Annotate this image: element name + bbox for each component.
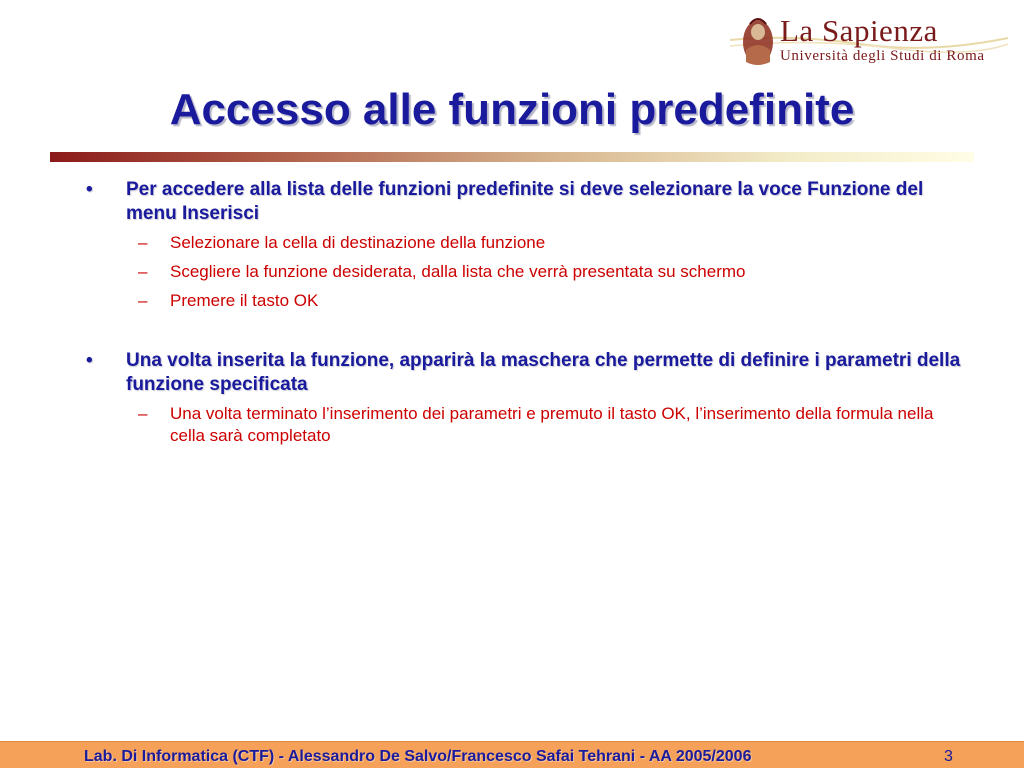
dash-icon: – — [138, 262, 148, 281]
sub-list — [86, 403, 966, 447]
dash-icon: – — [138, 404, 148, 423]
sub-item — [86, 403, 966, 447]
sub-item-text: Una volta terminato l’inserimento dei parametri e premuto il tasto OK, l’inserimento della formula nella cella sarà completato — [170, 404, 934, 445]
dash-icon: – — [138, 291, 148, 310]
bullet-dot-icon: • — [86, 179, 93, 200]
university-logo — [730, 10, 1010, 74]
slide-content — [86, 178, 966, 454]
sub-list — [86, 232, 966, 312]
sub-item-text: Premere il tasto OK — [170, 291, 319, 310]
bullet-item — [86, 349, 966, 397]
spacer — [86, 319, 966, 349]
sub-item-text: Selezionare la cella di destinazione della funzione — [170, 233, 546, 252]
slide-title: Accesso alle funzioni predefinite — [169, 85, 855, 134]
footer-bar — [0, 741, 1024, 768]
sub-item — [86, 232, 966, 254]
title-divider — [50, 152, 974, 162]
logo-title: La Sapienza — [780, 13, 938, 48]
dash-icon: – — [138, 233, 148, 252]
bullet-text: Per accedere alla lista delle funzioni predefinite si deve selezionare la voce Funzione del menu Inserisci — [126, 179, 924, 224]
bullet-item — [86, 178, 966, 226]
page-number: 3 — [944, 748, 953, 765]
footer-text: Lab. Di Informatica (CTF) - Alessandro De Salvo/Francesco Safai Tehrani - AA 2005/2006 — [84, 748, 752, 765]
bullet-dot-icon: • — [86, 350, 93, 371]
bullet-text: Una volta inserita la funzione, apparirà la maschera che permette di definire i parametri della funzione specificata — [126, 350, 961, 395]
sub-item — [86, 290, 966, 312]
logo-subtitle: Università degli Studi di Roma — [780, 48, 985, 64]
sub-item-text: Scegliere la funzione desiderata, dalla lista che verrà presentata su schermo — [170, 262, 746, 281]
sub-item — [86, 261, 966, 283]
